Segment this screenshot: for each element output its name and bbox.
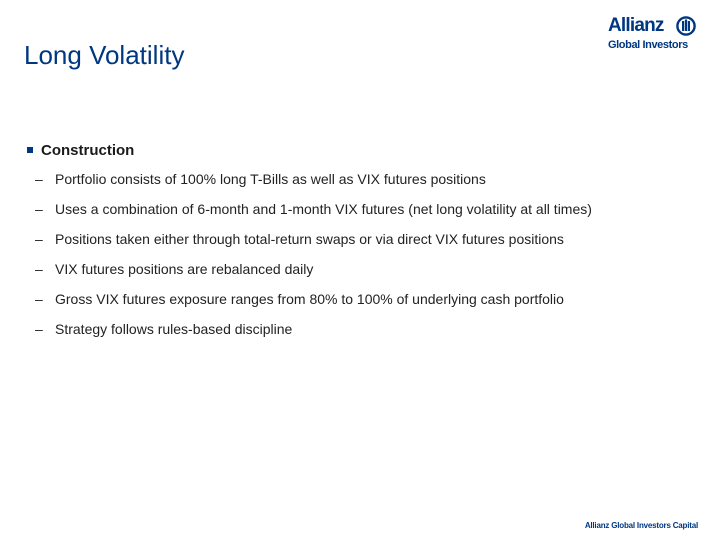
allianz-logo [606, 15, 702, 55]
footer-brand: Allianz Global Investors Capital [584, 521, 698, 530]
slide-content [24, 140, 704, 350]
logo-wordmark: Allianz [608, 15, 664, 36]
list-item-text: Gross VIX futures exposure ranges from 80% to 100% of underlying cash portfolio [55, 291, 564, 307]
slide-title: Long Volatility [24, 40, 185, 70]
square-bullet-icon [27, 147, 33, 153]
list-item [24, 290, 704, 308]
list-item-text: Uses a combination of 6-month and 1-month VIX futures (net long volatility at all times) [55, 201, 592, 217]
list-item [24, 170, 704, 188]
list-item [24, 260, 704, 278]
dash-bullet: – [35, 321, 43, 337]
list-item [24, 200, 704, 218]
bullet-list [24, 170, 704, 338]
list-item-text: Strategy follows rules-based discipline [55, 321, 293, 337]
list-item-text: VIX futures positions are rebalanced daily [55, 261, 314, 277]
section-heading [24, 140, 704, 160]
list-item [24, 230, 704, 248]
dash-bullet: – [35, 231, 43, 247]
dash-bullet: – [35, 201, 43, 217]
dash-bullet: – [35, 291, 43, 307]
section-label: Construction [41, 141, 135, 159]
list-item-text: Positions taken either through total-return swaps or via direct VIX futures positions [55, 231, 564, 247]
logo-subtitle: Global Investors [608, 39, 688, 51]
list-item [24, 320, 704, 338]
dash-bullet: – [35, 171, 43, 187]
dash-bullet: – [35, 261, 43, 277]
eagle-emblem-icon [676, 16, 696, 36]
list-item-text: Portfolio consists of 100% long T-Bills as well as VIX futures positions [55, 171, 486, 187]
